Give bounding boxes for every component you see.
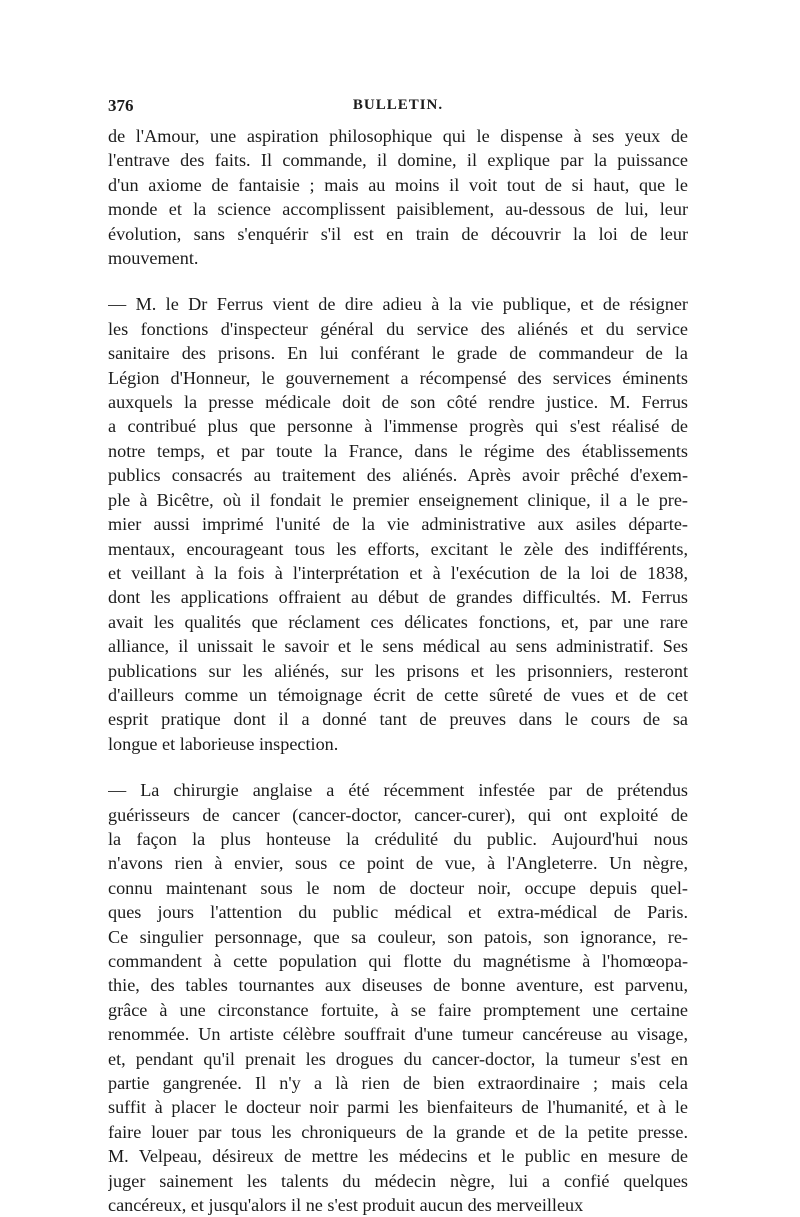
text-line: grâce à une circonstance fortuite, à se faire promptement une certaine: [108, 999, 688, 1020]
text-line: l'entrave des faits. Il commande, il domine, il explique par la puissance: [108, 150, 688, 171]
text-line: avait les qualités que réclament ces délicates fonctions, et, par une rare: [108, 611, 688, 632]
text-line: esprit pratique dont il a donné tant de preuves dans le cours de sa: [108, 709, 688, 730]
text-line: ple à Bicêtre, où il fondait le premier enseignement clinique, il a le pre-: [108, 489, 688, 510]
text-line: — M. le Dr Ferrus vient de dire adieu à la vie publique, et de résigner: [108, 294, 688, 315]
text-line: alliance, il unissait le savoir et le sens médical au sens administratif. Ses: [108, 636, 688, 657]
text-line: guérisseurs de cancer (cancer-doctor, cancer-curer), qui ont exploité de: [108, 804, 688, 825]
text-line: la façon la plus honteuse la crédulité du public. Aujourd'hui nous: [108, 828, 688, 849]
text-line: Ce singulier personnage, que sa couleur, son patois, son ignorance, re-: [108, 926, 688, 947]
running-head: BULLETIN.: [352, 97, 444, 113]
document-page: [108, 96, 688, 1217]
text-line: n'avons rien à envier, sous ce point de vue, à l'Angleterre. Un nègre,: [108, 853, 688, 874]
text-line: partie gangrenée. Il n'y a là rien de bien extraordinaire ; mais cela: [108, 1073, 688, 1094]
text-line: commandent à cette population qui flotte du magnétisme à l'homœopa-: [108, 951, 688, 971]
text-line: M. Velpeau, désireux de mettre les médecins et le public en mesure de: [108, 1146, 688, 1167]
text-line: évolution, sans s'enquérir s'il est en train de découvrir la loi de leur: [108, 223, 688, 244]
text-line: mentaux, encourageant tous les efforts, excitant le zèle des indifférents,: [108, 538, 688, 559]
paragraph-gap: [108, 270, 688, 292]
text-line: d'ailleurs comme un témoignage écrit de cette sûreté de vues et de cet: [108, 684, 688, 705]
page-number: 376: [108, 96, 134, 115]
paragraph-cancer-doctor: [108, 778, 688, 1217]
text-line: notre temps, et par toute la France, dans le régime des établissements: [108, 440, 688, 461]
text-line: de l'Amour, une aspiration philosophique qui le dispense à ses yeux de: [108, 126, 688, 146]
text-line: dont les applications offraient au début de grandes difficultés. M. Ferrus: [108, 587, 688, 608]
page-header: [108, 96, 688, 124]
text-line: mier aussi imprimé l'unité de la vie administrative aux asiles départe-: [108, 514, 688, 535]
text-line: d'un axiome de fantaisie ; mais au moins il voit tout de si haut, que le: [108, 174, 688, 195]
text-line: et veillant à la fois à l'interprétation et à l'exécution de la loi de 1838,: [108, 562, 688, 583]
text-line: mouvement.: [108, 248, 199, 269]
text-line: Légion d'Honneur, le gouvernement a récompensé des services éminents: [108, 367, 688, 388]
text-line: sanitaire des prisons. En lui conférant le grade de commandeur de la: [108, 343, 688, 364]
text-line: monde et la science accomplissent paisiblement, au-dessous de lui, leur: [108, 199, 688, 220]
text-line: auxquels la presse médicale doit de son côté rendre justice. M. Ferrus: [108, 392, 688, 413]
text-line: faire louer par tous les chroniqueurs de la grande et de la petite presse.: [108, 1121, 688, 1142]
text-line: juger sainement les talents du médecin nègre, lui a confié quelques: [108, 1170, 688, 1191]
text-line: thie, des tables tournantes aux diseuses de bonne aventure, est parvenu,: [108, 975, 688, 996]
text-line: suffit à placer le docteur noir parmi les bienfaiteurs de l'humanité, et à le: [108, 1097, 688, 1118]
text-line: les fonctions d'inspecteur général du service des aliénés et du service: [108, 318, 688, 339]
paragraph-gap: [108, 756, 688, 778]
text-line: connu maintenant sous le nom de docteur noir, occupe depuis quel-: [108, 877, 688, 898]
text-line: publications sur les aliénés, sur les prisons et les prisonniers, resteront: [108, 660, 688, 681]
text-line: a contribué plus que personne à l'immense progrès qui s'est réalisé de: [108, 416, 688, 437]
text-line: renommée. Un artiste célèbre souffrait d'une tumeur cancéreuse au visage,: [108, 1024, 688, 1045]
text-line: — La chirurgie anglaise a été récemment infestée par de prétendus: [108, 780, 688, 801]
paragraph-intro: [108, 124, 688, 270]
text-line: longue et laborieuse inspection.: [108, 733, 339, 754]
text-line: cancéreux, et jusqu'alors il ne s'est produit aucun des merveilleux: [108, 1195, 584, 1216]
text-line: et, pendant qu'il prenait les drogues du cancer-doctor, la tumeur s'est en: [108, 1048, 688, 1069]
text-line: ques jours l'attention du public médical et extra-médical de Paris.: [108, 902, 688, 923]
text-line: publics consacrés au traitement des aliénés. Après avoir prêché d'exem-: [108, 465, 688, 486]
paragraph-ferrus: [108, 292, 688, 756]
